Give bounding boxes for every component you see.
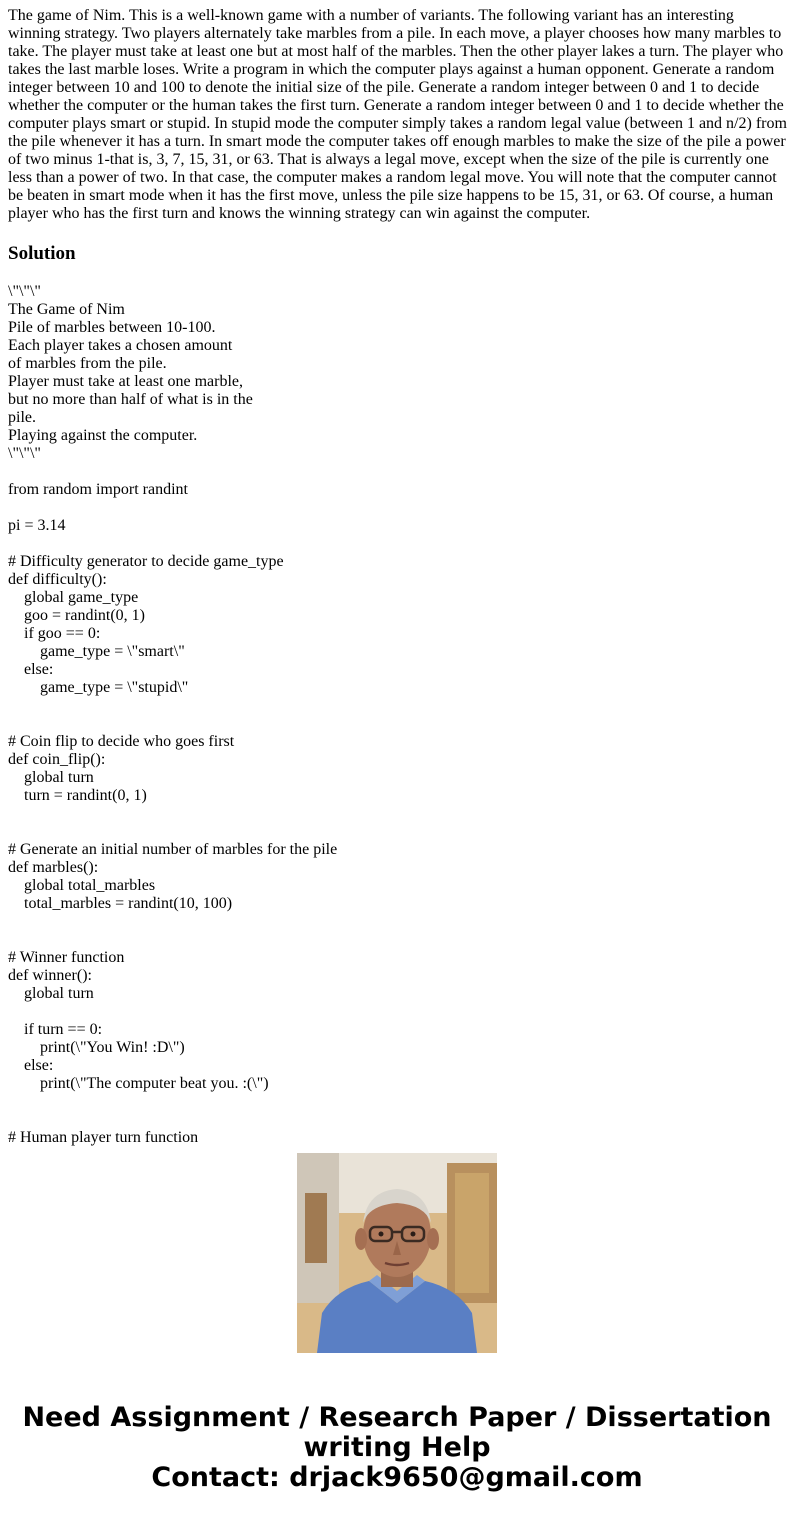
promo-line-2: writing Help (303, 1432, 491, 1463)
author-portrait-image (297, 1153, 497, 1353)
promo-line-1: Need Assignment / Research Paper / Dissertation (22, 1402, 772, 1433)
author-avatar (297, 1153, 497, 1353)
assignment-help-promo (0, 1403, 794, 1493)
solution-code-block (8, 283, 788, 1146)
problem-statement: The game of Nim. This is a well-known game with a number of variants. The following variant has an interesting winning strategy. Two players alternately take marbles from a pile. In each move, a player chooses how many marbles to take. The player must take at least one but at most half of the marbles. Then the other player lakes a turn. The player who takes the last marble loses. Write a program in which the computer plays against a human opponent. Generate a random integer between 10 and 100 to denote the initial size of the pile. Generate a random integer between 0 and 1 to decide whether the computer or the human takes the first turn. Generate a random integer between 0 and 1 to decide whether the computer plays smart or stupid. In stupid mode the computer simply takes a random legal value (between 1 and n/2) from the pile whenever it has a turn. In smart mode the computer takes off enough marbles to make the size of the pile a power of two minus 1-that is, 3, 7, 15, 31, or 63. That is always a legal move, except when the size of the pile is currently one less than a power of two. In that case, the computer makes a random legal move. You will note that the computer cannot be beaten in smart mode when it has the first move, unless the pile size happens to be 15, 31, or 63. Of course, a human player who has the first turn and knows the winning strategy can win against the computer. (8, 7, 787, 222)
solution-code: \"\"\" The Game of Nim Pile of marbles between 10-100. Each player takes a chosen amount of marbles from the pile. Player must take at least one marble, but no more than half of what is in the pile. Playing against the computer. \"\"\" from random import randint pi = 3.14 # Difficulty generator to decide game_type def difficulty(): global game_type goo = randint(0, 1) if goo == 0: game_type = \"smart\" else: game_type = \"stupid\" # Coin flip to decide who goes first def coin_flip(): global turn turn = randint(0, 1) # Generate an initial number of marbles for the pile def marbles(): global total_marbles total_marbles = randint(10, 100) # Winner function def winner(): global turn if turn == 0: print(\"You Win! :D\") else: print(\"The computer beat you. :(\") # Human player turn function (8, 283, 338, 1146)
solution-heading: Solution (8, 243, 76, 264)
promo-contact-line: Contact: drjack9650@gmail.com (151, 1462, 643, 1493)
